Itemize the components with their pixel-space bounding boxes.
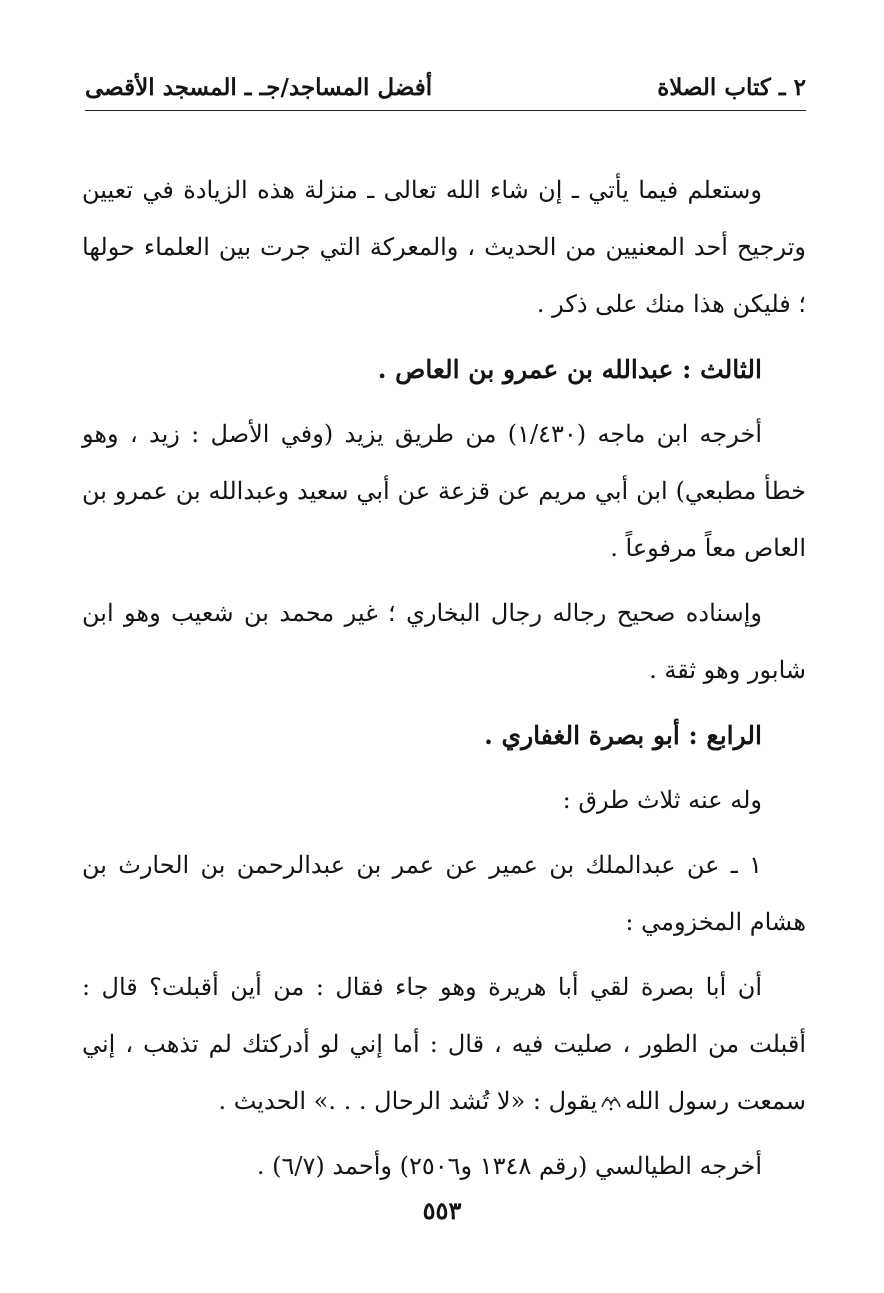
salawat-ligature-icon (600, 1094, 622, 1112)
hadith-text-part: يقول : «لا تُشد الرحال . . .» الحديث . (218, 1087, 598, 1115)
paragraph: أخرجه ابن ماجه (١/٤٣٠) من طريق يزيد (وفي الأصل : زيد ، وهو خطأ مطبعي) ابن أبي مريم عن قزعة عن أبي سعيد وعبدالله بن عمرو بن العاص معاً مرفوعاً . (82, 420, 807, 562)
body-text (82, 162, 806, 1203)
section-heading: الثالث : عبدالله بن عمرو بن العاص . (377, 355, 762, 384)
paragraph: وستعلم فيما يأتي ـ إن شاء الله تعالى ـ منزلة هذه الزيادة في تعيين وترجيح أحد المعنيين من الحديث ، والمعركة التي جرت بين العلماء حولها ؛ فليكن هذا منك على ذكر . (82, 176, 806, 318)
section-title: أفضل المساجد/جـ ـ المسجد الأقصى (85, 74, 433, 101)
hadith-text (82, 959, 806, 1130)
hadith-text-part: أن أبا بصرة لقي أبا هريرة وهو جاء فقال : من أين أقبلت؟ قال : أقبلت من الطور ، صليت فيه ، قال : أما إني لو أدركتك لم تذهب ، إني سمعت رسول الله (82, 973, 806, 1115)
paragraph: وله عنه ثلاث طرق : (562, 786, 762, 814)
paragraph: ١ ـ عن عبدالملك بن عمير عن عمر بن عبدالرحمن بن الحارث بن هشام المخزومي : (82, 851, 806, 936)
running-head (85, 70, 806, 111)
paragraph: وإسناده صحيح رجاله رجال البخاري ؛ غير محمد بن شعيب وهو ابن شابور وهو ثقة . (82, 599, 806, 684)
chapter-title: ٢ ـ كتاب الصلاة (657, 74, 806, 101)
section-heading: الرابع : أبو بصرة الغفاري . (484, 721, 762, 750)
page-number: ٥٥٣ (422, 1196, 462, 1225)
paragraph: أخرجه الطيالسي (رقم ١٣٤٨ و٢٥٠٦) وأحمد (٦/٧) . (256, 1152, 762, 1180)
